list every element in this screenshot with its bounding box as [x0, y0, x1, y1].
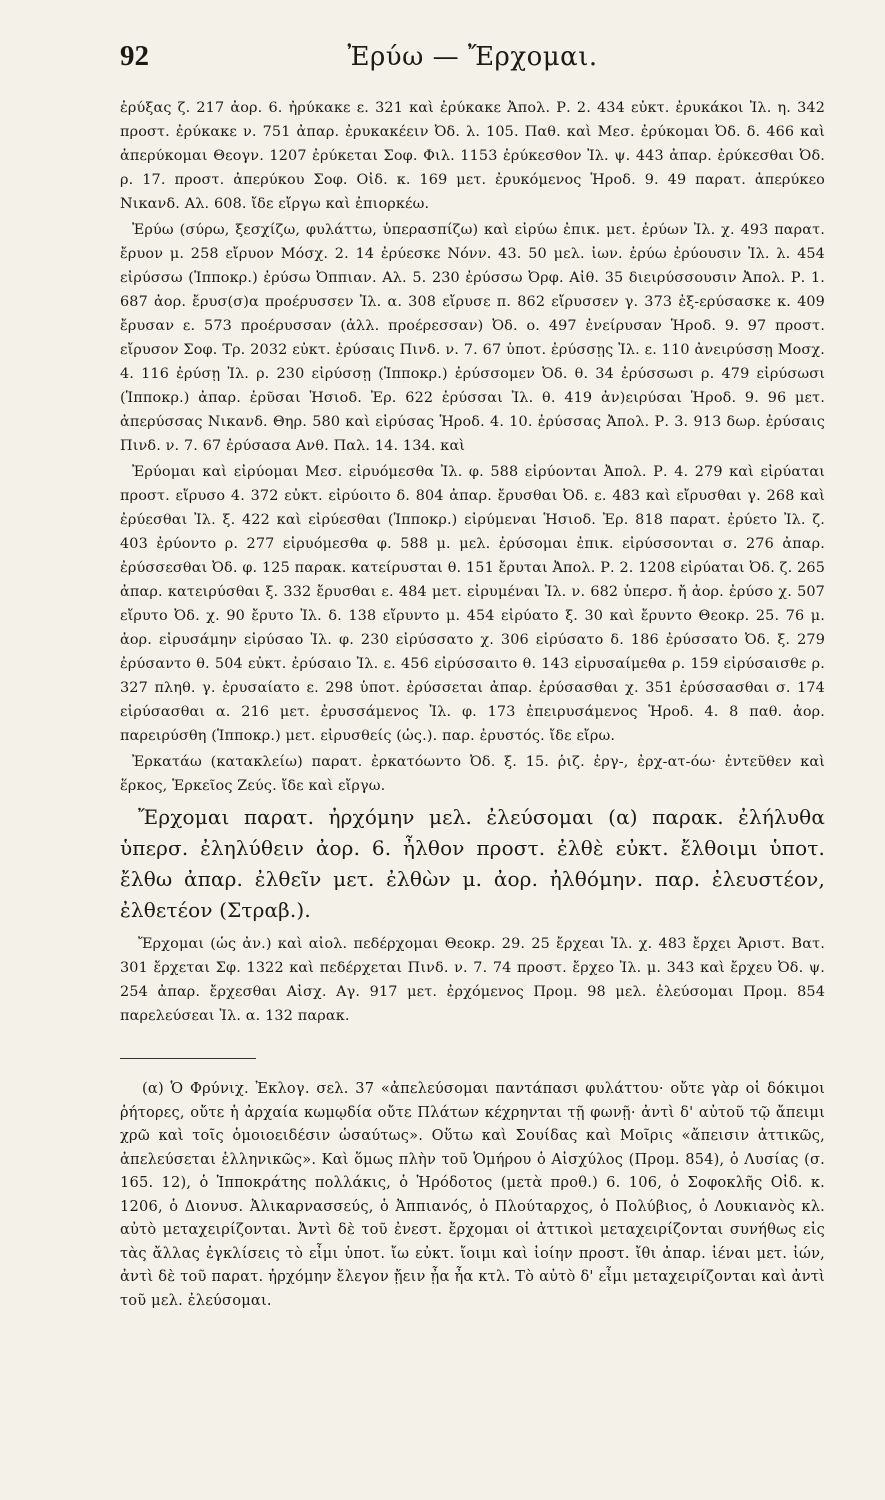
entry-erkatao: Ἐρκατάω (κατακλείω) παρατ. ἐρκατόωντο Ὀδ. ξ. 15. ῥιζ. ἐργ-, ἐρχ-ατ-όω· ἐντεῦθεν καὶ ἕρκος, Ἑρκεῖος Ζεύς. ἴδε καὶ εἴργω.	[120, 754, 825, 794]
page-number: 92	[120, 40, 149, 72]
entry-eryomai: Ἐρύομαι καὶ εἰρύομαι Μεσ. εἰρυόμεσθα Ἰλ. φ. 588 εἰρύονται Ἀπολ. Ρ. 4. 279 καὶ εἰρύαται προστ. εἴρυσο 4. 372 εὐκτ. εἰρύοιτο δ. 804 ἀπαρ. ἔρυσθαι Ὀδ. ε. 483 καὶ εἴρυσθαι γ. 268 καὶ ἐρύεσθαι Ἰλ. ξ. 422 καὶ εἰρύεσθαι (Ἱπποκρ.) εἰρύμεναι Ἡσιοδ. Ἐρ. 818 παρατ. ἐρύετο Ἰλ. ζ. 403 ἐρύοντο ρ. 277 εἰρυόμεσθα φ. 588 μ. μελ. ἐρύσομαι ἐπικ. εἰρύσσονται σ. 276 ἀπαρ. ἐρύσσεσθαι Ὀδ. φ. 125 παρακ. κατείρυσται θ. 151 ἔρυται Ἀπολ. Ρ. 2. 1208 εἰρύαται Ὀδ. ζ. 265 ἀπαρ. κατειρύσθαι ξ. 332 ἔρυσθαι ε. 484 μετ. εἰρυμέναι Ἰλ. ν. 682 ὑπερσ. ἤ ἀορ. ἐρύσο χ. 507 εἴρυτο Ὀδ. χ. 90 ἔρυτο Ἰλ. δ. 138 εἴρυντο μ. 454 εἰρύατο ξ. 30 καὶ ἔρυντο Θεοκρ. 25. 76 μ. ἀορ. εἰρυσάμην εἰρύσαο Ἰλ. φ. 230 εἰρύσσατο χ. 306 εἰρύσατο δ. 186 ἐρύσσατο Ὀδ. ξ. 279 ἐρύσαντο θ. 504 εὐκτ. ἐρύσαιο Ἰλ. ε. 456 εἰρύσσαιτο θ. 143 εἰρυσαίμεθα ρ. 159 εἰρύσαισθε ρ. 327 πληθ. γ. ἐρυσαίατο ε. 298 ὑποτ. ἐρύσσεται ἀπαρ. ἐρύσασθαι χ. 351 ἐρύσσασθαι σ. 174 εἰρύσασθαι α. 216 μετ. ἐρυσσάμενος Ἰλ. φ. 173 ἐπειρυσάμενος Ἡροδ. 4. 8 παθ. ἀορ. παρειρύσθη (Ἱπποκρ.) μετ. εἰρυσθείς (ὡς.). παρ. ἐρυστός. ἴδε εἴρω.	[120, 464, 825, 744]
entry-continuation: ἐρύξας ζ. 217 ἀορ. 6. ἠρύκακε ε. 321 καὶ ἐρύκακε Ἀπολ. Ρ. 2. 434 εὐκτ. ἐρυκάκοι Ἰλ. η. 342 προστ. ἐρύκακε ν. 751 ἀπαρ. ἐρυκακέειν Ὀδ. λ. 105. Παθ. καὶ Μεσ. ἐρύκομαι Ὀδ. δ. 466 καὶ ἀπερύκομαι Θεογν. 1207 ἐρύκεται Σοφ. Φιλ. 1153 ἐρύκεσθον Ἰλ. ψ. 443 ἀπαρ. ἐρύκεσθαι Ὀδ. ρ. 17. προστ. ἀπερύκου Σοφ. Οἰδ. κ. 169 μετ. ἐρυκόμενος Ἡροδ. 9. 49 παρατ. ἀπερύκεο Νικανδ. Αλ. 608. ἴδε εἴργω καὶ ἐπιορκέω.	[120, 100, 825, 212]
sub-entry-erchomai: Ἔρχομαι (ὡς ἀν.) καὶ αἰολ. πεδέρχομαι Θεοκρ. 29. 25 ἔρχεαι Ἰλ. χ. 483 ἔρχει Ἀριστ. Βατ. 301 ἔρχεται Σφ. 1322 καὶ πεδέρχεται Πινδ. ν. 7. 74 προστ. ἔρχεο Ἰλ. μ. 343 καὶ ἔρχευ Ὀδ. ψ. 254 ἀπαρ. ἔρχεσθαι Αἰσχ. Αγ. 917 μετ. ἐρχόμενος Προμ. 98 μελ. ἐλεύσομαι Προμ. 854 παρελεύσεαι Ἰλ. α. 132 παρακ.	[120, 936, 825, 1024]
entry-eryo: Ἐρύω (σύρω, ξεσχίζω, φυλάττω, ὑπερασπίζω) καὶ εἰρύω ἐπικ. μετ. ἐρύων Ἰλ. χ. 493 παρατ. ἔρυον μ. 258 εἴρυον Μόσχ. 2. 14 ἐρύεσκε Νόνν. 43. 50 μελ. ἰων. ἐρύω ἐρύουσιν Ἰλ. λ. 454 εἰρύσσω (Ἱπποκρ.) ἐρύσω Ὀππιαν. Αλ. 5. 230 ἐρύσσω Ὀρφ. Αἰθ. 35 διειρύσσουσιν Ἀπολ. Ρ. 1. 687 ἀορ. ἔρυσ(σ)α προέρυσσεν Ἰλ. α. 308 εἴρυσε π. 862 εἴρυσσεν γ. 373 ἐξ-ερύσασκε κ. 409 ἔρυσαν ε. 573 προέρυσσαν (ἀλλ. προέρεσσαν) Ὀδ. ο. 497 ἐνείρυσαν Ἡροδ. 9. 97 προστ. εἴρυσον Σοφ. Τρ. 2032 εὐκτ. ἐρύσαις Πινδ. ν. 7. 67 ὑποτ. ἐρύσσῃς Ἰλ. ε. 110 ἀνειρύσσῃ Μοσχ. 4. 116 ἐρύσῃ Ἰλ. ρ. 230 εἰρύσσῃ (Ἱπποκρ.) ἐρύσσομεν Ὀδ. θ. 34 ἐρύσσωσι ρ. 479 εἰρύσωσι (Ἱπποκρ.) ἀπαρ. ἐρῦσαι Ἡσιοδ. Ἐρ. 622 ἐρύσσαι Ἰλ. θ. 419 ἀν)ειρύσαι Ἡροδ. 9. 96 μετ. ἀπερύσσας Νικανδ. Θηρ. 580 καὶ εἰρύσας Ἡροδ. 4. 10. ἐρύσσας Ἀπολ. Ρ. 3. 913 δωρ. ἐρύσαις Πινδ. ν. 7. 67 ἐρύσασα Ανθ. Παλ. 14. 134. καὶ	[120, 222, 825, 454]
page-header	[120, 40, 825, 90]
footnote-rule	[120, 1058, 256, 1059]
entries-body	[120, 96, 825, 1028]
running-head: Ἐρύω — Ἔρχομαι.	[347, 42, 598, 72]
main-entry-erchomai: Ἔρχομαι παρατ. ἠρχόμην μελ. ἐλεύσομαι (α) παρακ. ἐλήλυθα ὑπερσ. ἐληλύθειν ἀορ. 6. ἦλθον προστ. ἐλθὲ εὐκτ. ἔλθοιμι ὑποτ. ἔλθω ἀπαρ. ἐλθεῖν μετ. ἐλθὼν μ. ἀορ. ἠλθόμην. παρ. ἐλευστέον, ἐλθετέον (Στραβ.).	[120, 805, 825, 922]
footnote: (α) Ὁ Φρύνιχ. Ἐκλογ. σελ. 37 «ἀπελεύσομαι παντάπασι φυλάττου· οὔτε γὰρ οἱ δόκιμοι ῥήτορες, οὔτε ἡ ἀρχαία κωμῳδία οὔτε Πλάτων κέχρηνται τῇ φωνῇ· ἀντὶ δ' αὐτοῦ τῷ ἄπειμι χρῶ καὶ τοῖς ὁμοιοειδέσιν ὡσαύτως». Οὕτω καὶ Σουίδας καὶ Μοῖρις «ἄπεισιν ἀττικῶς, ἀπελεύσεται ἑλληνικῶς». Καὶ ὅμως πλὴν τοῦ Ὁμήρου ὁ Αἰσχύλος (Προμ. 854), ὁ Λυσίας (σ. 165. 12), ὁ Ἱπποκράτης πολλάκις, ὁ Ἡρόδοτος (μετὰ προθ.) 6. 106, ὁ Σοφοκλῆς Οἰδ. κ. 1206, ὁ Διονυσ. Ἀλικαρνασσεύς, ὁ Ἀππιανός, ὁ Πλούταρχος, ὁ Πολύβιος, ὁ Λουκιανὸς κλ. αὐτὸ μεταχειρίζονται. Ἀντὶ δὲ τοῦ ἐνεστ. ἔρχομαι οἱ ἀττικοὶ μεταχειρίζονται συνήθως εἰς τὰς ἄλλας ἐγκλίσεις τὸ εἶμι ὑποτ. ἴω εὐκτ. ἴοιμι καὶ ἰοίην προστ. ἴθι ἀπαρ. ἰέναι μετ. ἰών, ἀντὶ δὲ τοῦ παρατ. ἠρχόμην ἔλεγον ᾔειν ᾖα ἦα κτλ. Τὸ αὐτὸ δ' εἶμι μεταχειρίζονται καὶ ἀντὶ τοῦ μελ. ἐλεύσομαι.	[120, 1080, 825, 1309]
